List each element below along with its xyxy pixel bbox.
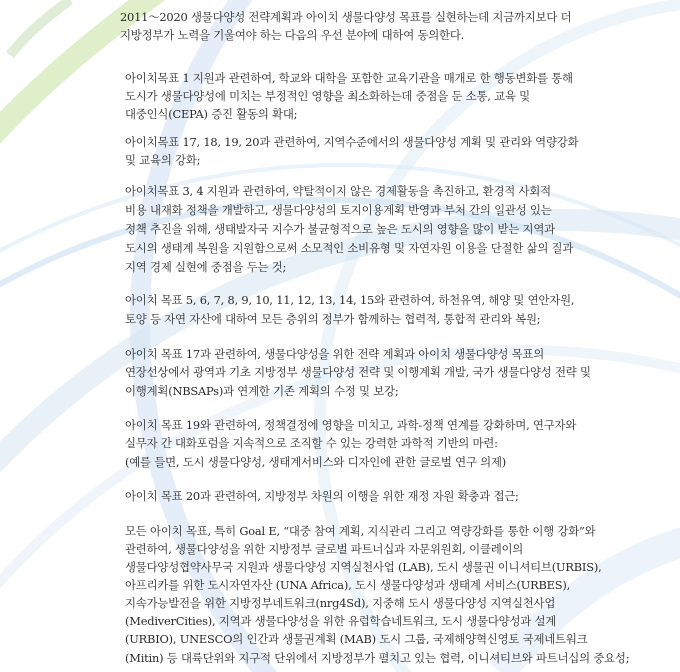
paragraph-line: 토양 등 자연 자산에 대하여 모든 층위의 정부가 함께하는 협력적, 통합적 관리와 복원; <box>125 312 541 326</box>
paragraph-line: 아이치 목표 20과 관련하여, 지방정부 차원의 이행을 위한 재정 자원 확충과 접근; <box>125 489 519 503</box>
paragraph-line: 도시가 생물다양성에 미치는 부정적인 영향을 최소화하는데 중점을 둔 소통, 교육 및 <box>125 89 530 103</box>
paragraph-line: 아프리카를 위한 도시자연자산 (UNA Africa), 도시 생물다양성과 생태계 서비스(URBES), <box>125 578 571 592</box>
paragraph-line: 도시의 생태계 복원을 지원함으로써 소모적인 소비유형 및 자연자원 이용을 단절한 삶의 질과 <box>125 241 574 255</box>
paragraph-line: (Mitin) 등 대륙단위와 지구적 단위에서 지방정부가 펼치고 있는 협력, 이니셔티브와 파트너십의 중요성; <box>125 651 630 665</box>
paragraph-line: 및 교육의 강화; <box>125 153 201 167</box>
paragraph-line: (예를 들면, 도시 생물다양성, 생태계서비스와 디자인에 관한 글로벌 연구 의제) <box>125 455 507 469</box>
paragraph-line: 지역 경제 실현에 중점을 두는 것; <box>125 260 287 274</box>
intro-line: 지방정부가 노력을 기울여야 하는 다음의 우선 분야에 대하여 동의한다. <box>120 28 465 42</box>
paragraph-line: 지속가능발전을 위한 지방정부네트워크(nrg4Sd), 지중해 도시 생물다양성 지역실천사업 <box>125 596 556 610</box>
paragraph-line: 아이치목표 1 지원과 관련하여, 학교와 대학을 포함한 교육기관을 매개로 한 행동변화를 통해 <box>125 71 573 85</box>
paragraph-line: 아이치 목표 17과 관련하여, 생물다양성을 위한 전략 계획과 아이치 생물다양성 목표의 <box>125 347 545 361</box>
paragraph-line: 관련하여, 생물다양성을 위한 지방정부 글로벌 파트너십과 자문위원회, 이클레이의 <box>125 542 524 556</box>
paragraph-line: 비용 내재화 정책을 개발하고, 생물다양성의 토지이용계획 반영과 부처 간의 일관성 있는 <box>125 203 552 217</box>
paragraph-line: 실무자 간 대화포럼을 지속적으로 조직할 수 있는 강력한 과학적 기반의 마련: <box>125 436 498 450</box>
paragraph-line: 아이치목표 17, 18, 19, 20과 관련하여, 지역수준에서의 생물다양성 계획 및 관리와 역량강화 <box>125 135 579 149</box>
paragraph-line: 모든 아이치 목표, 특히 Goal E, “대중 참여 계획, 지식관리 그리고 역량강화를 통한 이행 강화”와 <box>125 524 596 538</box>
paragraph-line: 이행계획(NBSAPs)과 연계한 기존 계획의 수정 및 보강; <box>125 384 399 398</box>
paragraph-line: 아이치 목표 19와 관련하여, 정책결정에 영향을 미치고, 과학-정책 연계를 강화하며, 연구자와 <box>125 418 577 432</box>
paragraph-line: 정책 추진을 위해, 생태발자국 지수가 불균형적으로 높은 도시의 영향을 많이 받는 지역과 <box>125 222 555 236</box>
paragraph-line: (URBIO), UNESCO의 인간과 생물권계획 (MAB) 도시 그룹, 국제해양혁신영토 국제네트워크 <box>125 632 588 646</box>
intro-line: 2011～2020 생물다양성 전략계획과 아이치 생물다양성 목표를 실현하는데 지금까지보다 더 <box>120 10 572 24</box>
paragraph-line: (MediverCities), 지역과 생물다양성을 위한 유럽학습네트워크, 도시 생물다양성과 설계 <box>125 614 557 628</box>
paragraph-line: 아이치 목표 5, 6, 7, 8, 9, 10, 11, 12, 13, 14, 15와 관련하여, 하천유역, 해양 및 연안자원, <box>125 293 575 307</box>
paragraph-line: 생물다양성협약사무국 지원과 생물다양성 지역실천사업 (LAB), 도시 생물권 이니셔티브(URBIS), <box>125 560 602 574</box>
paragraph-line: 대중인식(CEPA) 증진 활동의 확대; <box>125 107 298 121</box>
paragraph-line: 아이치목표 3, 4 지원과 관련하여, 약탈적이지 않은 경제활동을 촉진하고, 환경적 사회적 <box>125 184 551 198</box>
paragraph-line: 연장선상에서 광역과 기초 지방정부 생물다양성 전략 및 이행계획 개발, 국가 생물다양성 전략 및 <box>125 365 591 379</box>
